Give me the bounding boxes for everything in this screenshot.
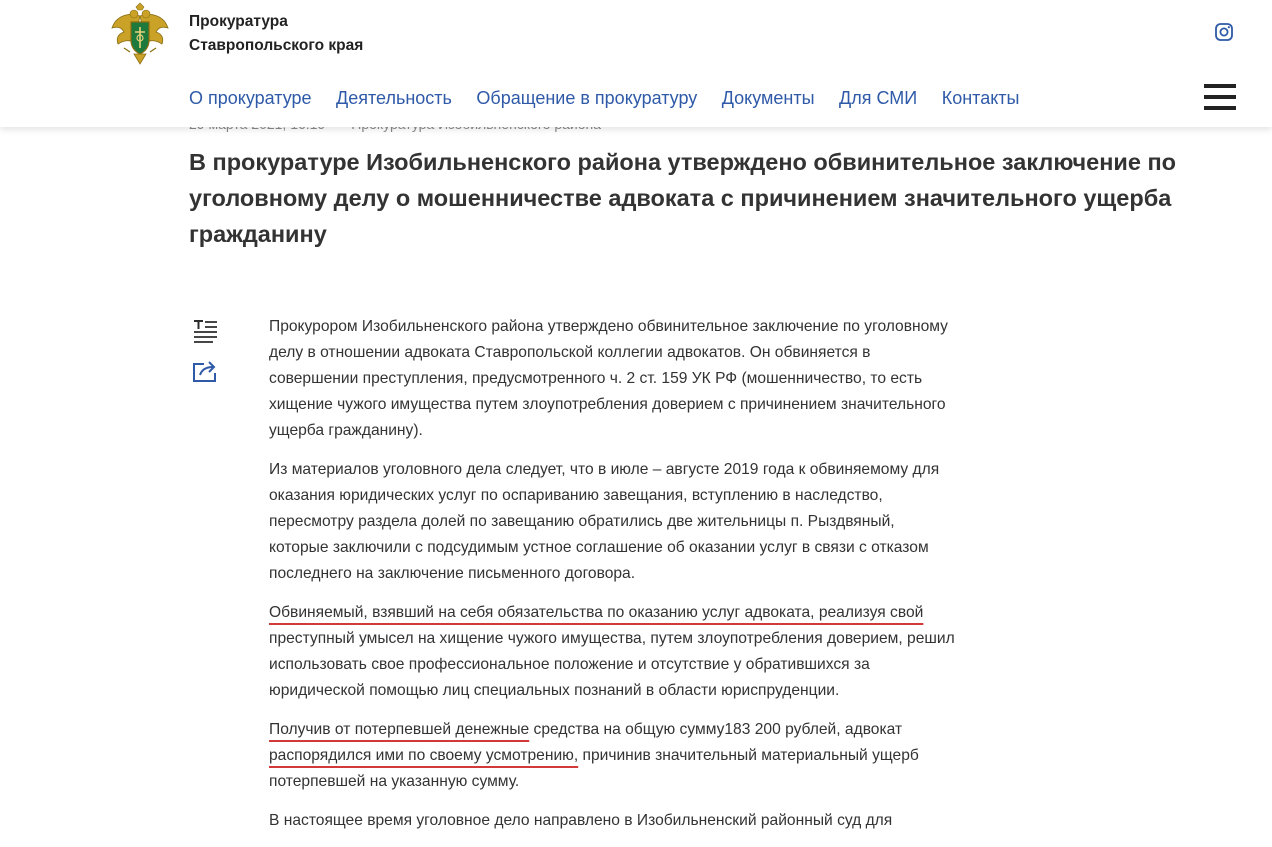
text-line: оказания юридических услуг по оспариванию завещания, вступлению в наследство, [269,487,883,504]
site-name-line1: Прокуратура [189,13,288,30]
site-name[interactable] [189,10,363,58]
nav-item-about[interactable]: О прокуратуре [189,88,312,108]
text-line: хищение чужого имущества путем злоупотребления доверием с причинением значительного [269,396,946,413]
text-line: использовать свое профессиональное положение и отсутствие у обратившихся за [269,656,870,673]
text-line [269,717,989,743]
underlined-text: распорядился ими по своему усмотрению, [269,747,579,764]
share-icon[interactable] [191,358,219,384]
text-fragment: средства на общую сумму183 200 рублей, адвокат [529,721,903,738]
paragraph-1 [269,314,989,444]
text-line: преступный умысел на хищение чужого имущества, путем злоупотребления доверием, решил [269,630,955,647]
paragraph-2 [269,457,989,587]
text-line: потерпевшей на указанную сумму. [269,773,520,790]
article-body [269,314,989,847]
paragraph-4 [269,717,989,795]
nav-item-documents[interactable]: Документы [721,88,815,108]
text-line: В настоящее время уголовное дело направлено в Изобильненский районный суд для [269,812,893,829]
text-fragment: причинив значительный материальный ущерб [578,747,919,764]
underlined-text: Получив от потерпевшей денежные [269,721,530,738]
text-line: пересмотру раздела долей по завещанию обратились две жительницы п. Рыздвяный, [269,513,895,530]
main-nav [189,84,1044,112]
nav-item-activity[interactable]: Деятельность [336,88,452,108]
instagram-icon[interactable] [1214,22,1234,42]
text-line: которые заключили с подсудимым устное соглашение об оказании услуг в связи с отказом [269,539,929,556]
article-title: В прокуратуре Изобильненского района утверждено обвинительное заключение по уголовному делу о мошенничестве адвоката с причинением значительного ущерба гражданину [189,149,1176,247]
paragraph-3 [269,600,989,704]
underlined-text-line: Обвиняемый, взявший на себя обязательства по оказанию услуг адвоката, реализуя свой [269,604,924,621]
site-header [0,0,1272,127]
coat-of-arms-emblem[interactable] [108,2,172,66]
nav-item-appeal[interactable]: Обращение в прокуратуру [476,88,698,108]
paragraph-5 [269,808,989,834]
site-name-line2: Ставропольского края [189,37,364,54]
hamburger-menu-icon[interactable] [1204,83,1236,111]
nav-item-media[interactable]: Для СМИ [839,88,918,108]
text-line: последнего на заключение письменного договора. [269,565,636,582]
article-tools [191,318,219,398]
text-line: совершении преступления, предусмотренного ч. 2 ст. 159 УК РФ (мошенничество, то есть [269,370,923,387]
text-line: Из материалов уголовного дела следует, что в июле – августе 2019 года к обвиняемому для [269,461,940,478]
text-line: ущерба гражданину). [269,422,423,439]
text-line: юридической помощью лиц специальных познаний в области юриспруденции. [269,682,840,699]
text-size-icon[interactable] [191,318,219,344]
text-line: делу в отношении адвоката Ставропольской коллегии адвокатов. Он обвиняется в [269,344,871,361]
nav-item-contacts[interactable]: Контакты [941,88,1020,108]
text-line: Прокурором Изобильненского района утверждено обвинительное заключение по уголовному [269,318,948,335]
text-line [269,743,989,769]
